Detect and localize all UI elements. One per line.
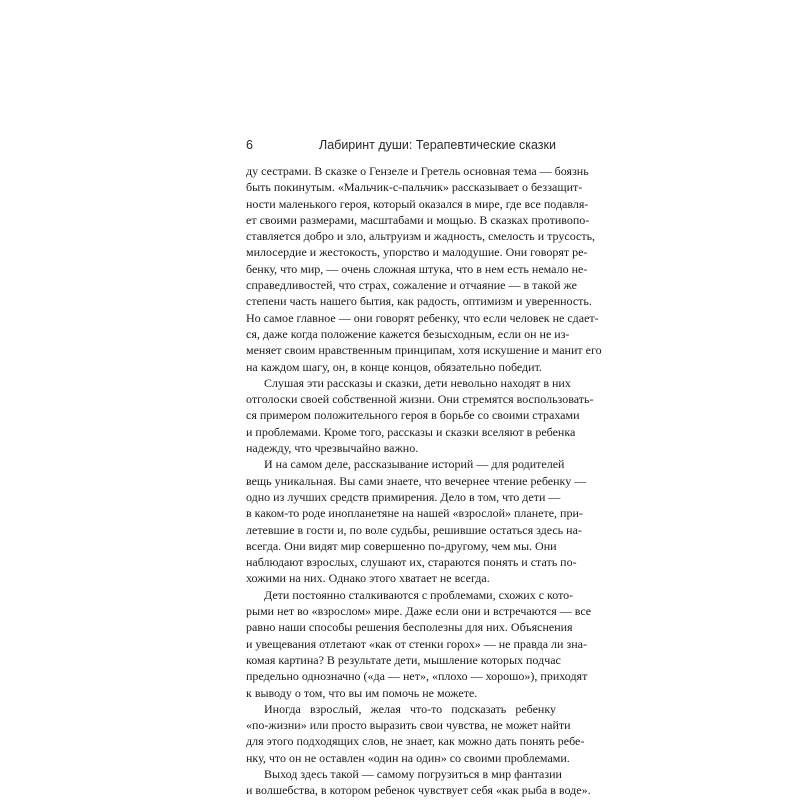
paragraph [246, 375, 594, 456]
text-line: ности маленького героя, который оказался в мире, где все подавля- [246, 196, 589, 211]
text-line: отголоски своей собственной жизни. Они стремятся воспользовать- [246, 392, 594, 407]
text-line: равно наши способы решения бесполезны для них. Объяснения [246, 620, 573, 635]
text-line: быть покинутым. «Мальчик-с-пальчик» рассказывает о беззащит- [246, 180, 583, 195]
text-line: Выход здесь такой — самому погрузиться в мир фантазии [264, 766, 562, 781]
text-line: «по-жизни» или просто выразить свои чувства, не может найти [246, 718, 571, 733]
text-line: и волшебства, в котором ребенок чувствует себя «как рыба в воде». [246, 783, 591, 798]
text-line: ставляется добро и зло, альтруизм и жадность, смелость и трусость, [246, 229, 596, 244]
text-line: летевшие в гости и, по воле судьбы, решившие остаться здесь на- [246, 522, 582, 537]
text-line: надежду, что чрезвычайно важно. [246, 441, 419, 456]
text-line: вещь уникальная. Вы сами знаете, что вечернее чтение ребенку — [246, 473, 587, 488]
text-line: наблюдают взрослых, слушают их, стараются понять и стать по- [246, 555, 577, 570]
text-line: милосердие и жестокость, упорство и малодушие. Они говорят ре- [246, 245, 588, 260]
text-line: рыми нет во «взрослом» мире. Даже если они и встречаются — все [246, 604, 592, 619]
text-line: Иногда взрослый, желая что-то подсказать ребенку [264, 701, 556, 716]
text-line: и проблемами. Кроме того, рассказы и сказки вселяют в ребенка [246, 424, 576, 439]
text-line: ся примером положительного героя в борьбе со своими страхами [246, 408, 580, 423]
text-line: нку, что он не оставлен «один на один» со своими проблемами. [246, 750, 570, 765]
text-line: Но самое главное — они говорят ребенку, что если человек не сдает- [246, 310, 599, 325]
text-line: Дети постоянно сталкиваются с проблемами, схожих с кото- [264, 587, 574, 602]
paragraph [246, 701, 585, 766]
text-line: ет своими размерами, масштабами и мощью. В сказках противопо- [246, 212, 590, 227]
text-line: комая картина? В результате дети, мышление которых подчас [246, 652, 561, 667]
text-line: всегда. Они видят мир совершенно по-другому, чем мы. Они [246, 538, 557, 553]
text-line: для этого подходящих слов, не знает, как можно дать понять ребе- [246, 734, 585, 749]
paragraph [246, 766, 591, 799]
text-line: бенку, что мир, — очень сложная штука, что в нем есть немало не- [246, 261, 588, 276]
paragraph [246, 456, 587, 586]
text-line: и увещевания отлетают «как от стенки горох» — не правда ли зна- [246, 636, 587, 651]
text-line: справедливостей, что страх, сожаление и отчаяние — в такой же [246, 278, 577, 293]
running-title: Лабиринт души: Терапевтические сказки [319, 138, 556, 152]
text-line: Слушая эти рассказы и сказки, дети невольно находят в них [264, 375, 571, 390]
page-number: 6 [246, 138, 253, 152]
text-line: на каждом шагу, он, в конце концов, обязательно победит. [246, 359, 542, 374]
text-line: одно из лучших средств примирения. Дело в том, что дети — [246, 489, 561, 504]
text-line: предельно однозначно («да — нет», «плохо — хорошо»), приходят [246, 669, 588, 684]
text-line: в каком-то роде инопланетяне на нашей «взрослой» планете, при- [246, 506, 583, 521]
body-text [246, 163, 602, 799]
text-line: хожими на них. Однако этого хватает не всегда. [246, 571, 490, 586]
text-line: ду сестрами. В сказке о Гензеле и Гретель основная тема — боязнь [246, 164, 589, 178]
text-line: меняет своим нравственным принципам, хотя искушение и манит его [246, 343, 602, 358]
text-line: степени часть нашего бытия, как радость, оптимизм и уверенность. [246, 294, 592, 309]
running-head [246, 138, 556, 158]
text-line: И на самом деле, рассказывание историй — для родителей [264, 457, 565, 472]
text-line: ся, даже когда положение кажется безысходным, если он не из- [246, 326, 570, 341]
text-line: к выводу о том, что вы им помочь не можете. [246, 685, 478, 700]
paragraph [246, 163, 602, 375]
paragraph [246, 587, 592, 701]
